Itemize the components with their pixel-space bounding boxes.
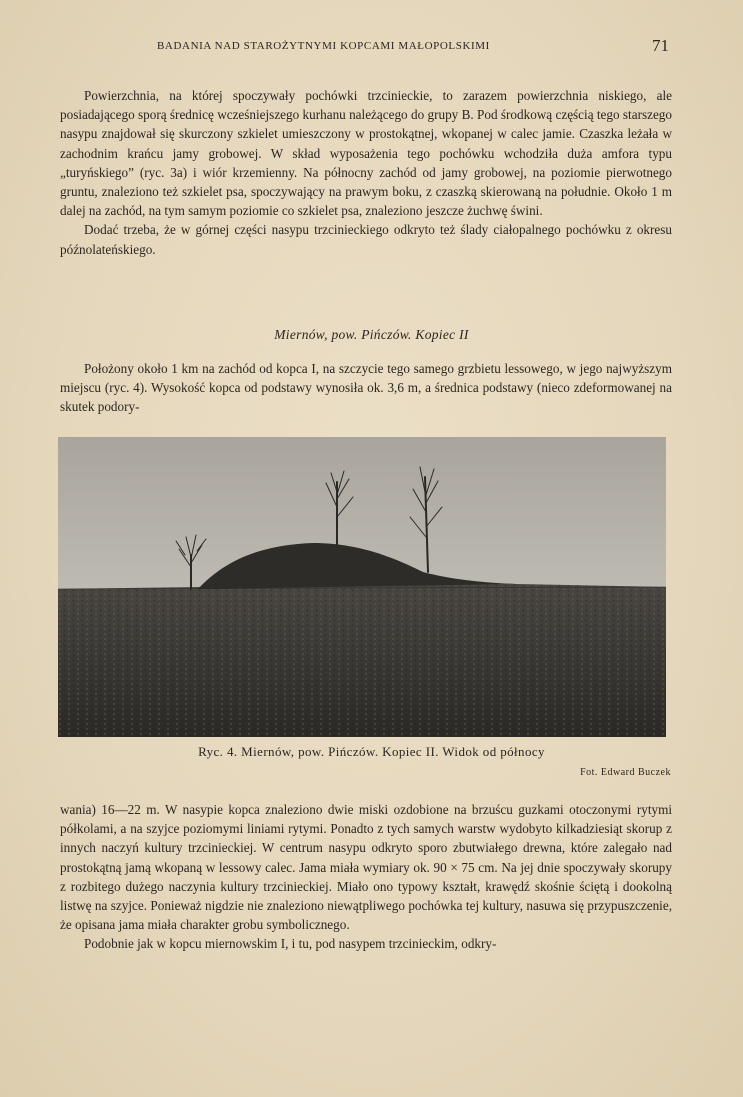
figure-photo-mound [58, 437, 666, 737]
paragraph-burial-description: Powierzchnia, na której spoczywały pochówki trzcinieckie, to zarazem powierzchnia niskiego, ale posiadającego sporą średnicę wcześniejszego kurhanu należącego do grupy B. Pod środkową częścią tego starszego nasypu znajdował się skurczony szkielet umieszczony w prostokątnej, wkopanej w calec jamie. Czaszka leżała w zachodnim krańcu jamy grobowej. W skład wyposażenia tego pochówku wchodziła duża amfora typu „turyńskiego” (ryc. 3a) i wiór krzemienny. Na północny zachód od jamy grobowej, na poziomie pierwotnego gruntu, znaleziono też szkielet psa, spoczywający na prawym boku, z czaszką skierowaną na południe. Około 1 m dalej na zachód, na tym samym poziomie co szkielet psa, znaleziono jeszcze żuchwę świni. [60, 88, 672, 219]
section-heading: Miernów, pow. Pińczów. Kopiec II [274, 327, 469, 342]
body-text-top [60, 86, 672, 259]
photo-credit: Fot. Edward Buczek [580, 767, 671, 778]
paragraph-late-latene: Dodać trzeba, że w górnej części nasypu trzcinieckiego odkryto też ślady ciałopalnego pochówku z okresu późnolateńskiego. [60, 222, 672, 257]
paragraph-location: Położony około 1 km na zachód od kopca I, na szczycie tego samego grzbietu lessowego, w jego najwyższym miejscu (ryc. 4). Wysokość kopca od podstawy wynosiła ok. 3,6 m, a średnica podstawy (nieco zdeformowanej na skutek podory- [60, 361, 672, 415]
mound-photograph [58, 437, 666, 737]
body-text-bottom [60, 800, 672, 954]
paragraph-mound-finds: wania) 16—22 m. W nasypie kopca znaleziono dwie miski ozdobione na brzuścu guzkami otoczonymi rytymi półkolami, a na szyjce poziomymi liniami rytymi. Ponadto z tych samych warstw wydobyto kilkadziesiąt skorup z innych naczyń kultury trzcinieckiej. W centrum nasypu odkryto sporo zbutwiałego drewna, które zalegało nad prostokątną jamą wkopaną w lessowy calec. Jama miała wymiary ok. 90 × 75 cm. Na jej dnie spoczywały skorupy z rozbitego dużego naczynia kultury trzcinieckiej. Miało ono typowy kształt, krawędź skośnie ściętą i dookolną listwę na szyjce. Ponieważ nigdzie nie znaleziono niewątpliwego pochówka tej kultury, nasuwa się przypuszczenie, że opisana jama miała charakter grobu symbolicznego. [60, 802, 672, 933]
running-title: BADANIA NAD STAROŻYTNYMI KOPCAMI MAŁOPOLSKIMI [157, 40, 490, 52]
running-header [0, 36, 743, 58]
page-number: 71 [652, 36, 669, 55]
figure-caption: Ryc. 4. Miernów, pow. Pińczów. Kopiec II. Widok od północy [198, 744, 545, 759]
body-text-mid [60, 359, 672, 417]
paragraph-continuation: Podobnie jak w kopcu miernowskim I, i tu, pod nasypem trzcinieckim, odkry- [84, 936, 497, 952]
